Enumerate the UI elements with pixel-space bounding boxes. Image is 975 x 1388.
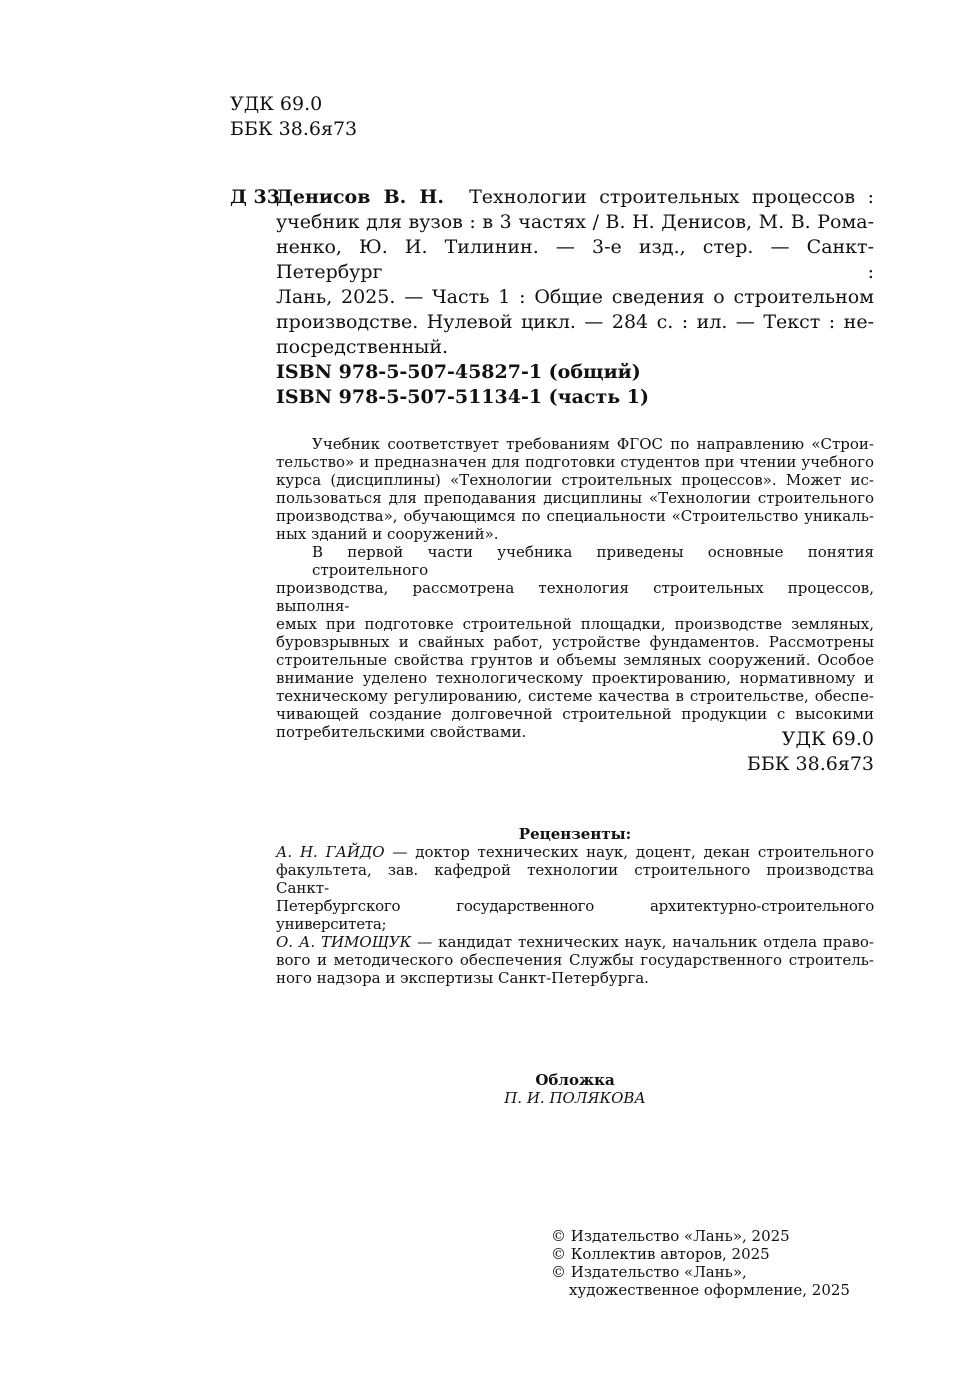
annotation-line: курса (дисциплины) «Технологии строительных процессов». Может ис-	[276, 471, 874, 489]
bib-line: ненко, Ю. И. Тилинин. — 3-е изд., стер. — Санкт-Петербург :	[276, 236, 874, 283]
annotation-line: техническому регулированию, системе качества в строительстве, обеспе-	[276, 687, 874, 705]
copyright-line: © Издательство «Лань», 2025	[551, 1227, 790, 1245]
reviewer-name: О. А. ТИМОЩУК	[276, 933, 412, 951]
reviewer-line: А. Н. ГАЙДО — доктор технических наук, доцент, декан строительного	[276, 843, 874, 861]
cover-credit	[276, 1071, 874, 1107]
reviewer-line: О. А. ТИМОЩУК — кандидат технических наук, начальник отдела право-	[276, 933, 874, 951]
annotation-line: В первой части учебника приведены основные понятия строительного	[312, 543, 874, 579]
copyright-block	[551, 1227, 850, 1299]
bib-line: производстве. Нулевой цикл. — 284 с. : ил. — Текст : не-	[276, 311, 874, 333]
bbk-code: ББК 38.6я73	[746, 753, 874, 775]
isbn-part: ISBN 978-5-507-51134-1 (часть 1)	[276, 386, 649, 408]
annotation-line: буровзрывных и свайных работ, устройстве фундаментов. Рассмотрены	[276, 633, 874, 651]
reviewer-line: ного надзора и экспертизы Санкт-Петербурга.	[276, 969, 649, 987]
reviewers-heading: Рецензенты:	[518, 825, 632, 843]
reviewer-line: вого и методического обеспечения Службы государственного строитель-	[276, 951, 874, 969]
annotation	[276, 435, 874, 741]
annotation-line: производства, рассмотрена технология строительных процессов, выполня-	[276, 579, 874, 615]
copyright-line: © Издательство «Лань»,	[551, 1263, 747, 1281]
reviewers	[276, 825, 874, 987]
annotation-line: ных зданий и сооружений».	[276, 525, 499, 543]
annotation-line: потребительскими свойствами.	[276, 723, 527, 741]
bib-record	[276, 185, 874, 360]
annotation-line: емых при подготовке строительной площадки, производстве земляных,	[276, 615, 874, 633]
bib-line: Лань, 2025. — Часть 1 : Общие сведения о строительном	[276, 286, 874, 308]
isbn-general: ISBN 978-5-507-45827-1 (общий)	[276, 361, 641, 383]
bib-line: посредственный.	[276, 336, 449, 358]
annotation-line: чивающей создание долговечной строительной продукции с высокими	[276, 705, 874, 723]
udk-code: УДК 69.0	[781, 728, 874, 750]
reviewer-line: факультета, зав. кафедрой технологии строительного производства Санкт-	[276, 861, 874, 897]
isbn-block	[276, 360, 649, 410]
reviewer-line: Петербургского государственного архитектурно-строительного университета;	[276, 897, 874, 933]
bib-line-1: Денисов В. Н. Технологии строительных процессов :	[276, 186, 874, 208]
bbk-code: ББК 38.6я73	[230, 118, 358, 140]
copyright-line: © Коллектив авторов, 2025	[551, 1245, 770, 1263]
cover-heading: Обложка	[535, 1071, 615, 1089]
classification-top	[230, 92, 357, 142]
cover-designer: П. И. ПОЛЯКОВА	[504, 1089, 646, 1107]
reviewer-name: А. Н. ГАЙДО	[276, 843, 385, 861]
annotation-line: внимание уделено технологическому проектированию, нормативному и	[276, 669, 874, 687]
annotation-line: пользоваться для преподавания дисциплины «Технологии строительного	[276, 489, 874, 507]
udk-code: УДК 69.0	[230, 93, 323, 115]
bib-line: учебник для вузов : в 3 частях / В. Н. Денисов, М. В. Рома-	[276, 211, 874, 233]
annotation-line: Учебник соответствует требованиям ФГОС по направлению «Строи-	[312, 435, 874, 453]
annotation-line: строительные свойства грунтов и объемы земляных сооружений. Особое	[276, 651, 874, 669]
bib-author: Денисов В. Н.	[276, 186, 444, 208]
classification-bottom	[600, 727, 874, 777]
author-sign: Д 33	[230, 186, 280, 208]
annotation-line: производства», обучающимся по специальности «Строительство уникаль-	[276, 507, 874, 525]
copyright-line: художественное оформление, 2025	[569, 1281, 850, 1299]
annotation-line: тельство» и предназначен для подготовки студентов при чтении учебного	[276, 453, 874, 471]
